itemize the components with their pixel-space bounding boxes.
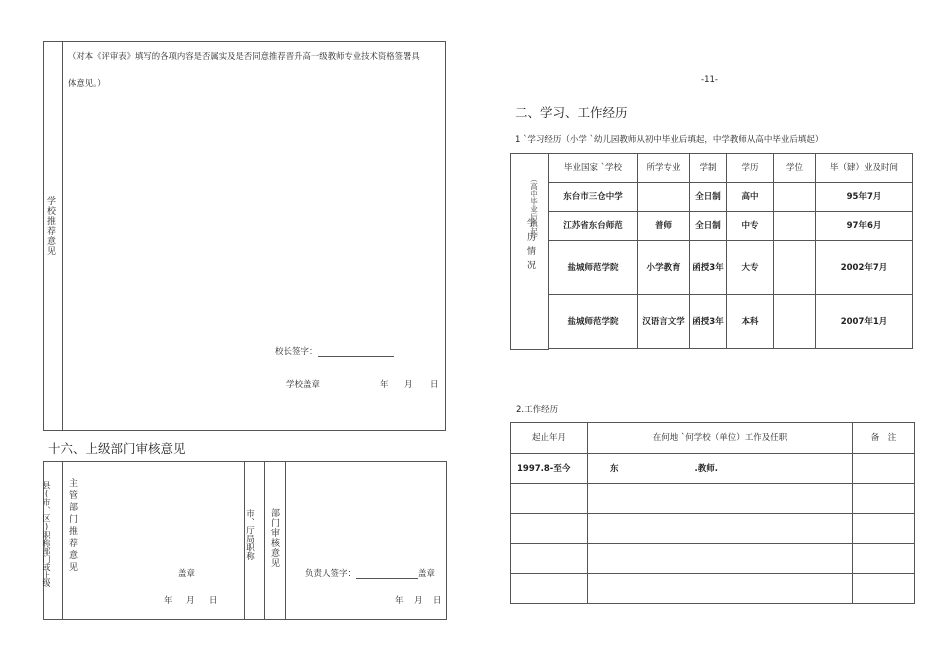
table-row: [511, 454, 915, 484]
supervisor-recommend-label: 主管部门推荐意见: [67, 478, 77, 574]
county-dept-label: 县(市、区)职称部门或上级: [42, 481, 51, 587]
study-cell-degree: [774, 295, 816, 349]
responsible-sign-label: 负责人签字：: [305, 569, 357, 579]
study-cell-system: 函授3年: [690, 295, 727, 349]
study-cell-education: 中专: [727, 212, 774, 241]
study-header-degree: 学位: [774, 154, 816, 183]
dept-right-date-day: 日: [433, 596, 442, 606]
school-date-year: 年: [380, 380, 389, 390]
work-cell-place: [588, 454, 853, 484]
dept-seal-label: 盖章: [178, 569, 196, 579]
study-header-education: 学历: [727, 154, 774, 183]
work-cell-remarks: [853, 454, 915, 484]
study-cell-major: [638, 183, 690, 212]
study-side-note: （高中毕业后填起）: [529, 175, 539, 243]
table-row: [549, 241, 913, 295]
school-date-day: 日: [430, 380, 439, 390]
section2-title: 二、学习、工作经历: [515, 105, 628, 120]
principal-sign-label: 校长签字：: [275, 347, 318, 357]
study-cell-graduation: 95年7月: [816, 183, 913, 212]
dept-review-label: 部门审核意见: [269, 508, 279, 568]
study-cell-major: 汉语言文学: [638, 295, 690, 349]
study-cell-system: 全日制: [690, 183, 727, 212]
work-place-text: 东: [610, 463, 619, 474]
school-instruction-line2: 体意见。）: [68, 78, 106, 88]
work-cell-remarks: [853, 544, 915, 574]
study-header-system: 学制: [690, 154, 727, 183]
study-side-label: 学历情况: [525, 218, 535, 274]
study-cell-education: 本科: [727, 295, 774, 349]
study-cell-graduation: 2007年1月: [816, 295, 913, 349]
study-header-graduation: 毕（肄）业及时间: [816, 154, 913, 183]
work-cell-period: [511, 484, 588, 514]
study-cell-school: 江苏省东台师范: [549, 212, 638, 241]
table-row: [549, 212, 913, 241]
school-box-divider: [62, 41, 63, 431]
study-history-title: 1 `学习经历（小学 `幼儿园教师从初中毕业后填起，中学教师从高中毕业后填起）: [515, 135, 824, 145]
dept-divider-1: [62, 461, 63, 620]
dept-divider-4: [285, 461, 286, 620]
work-header-remarks: 备 注: [853, 423, 915, 454]
study-cell-degree: [774, 212, 816, 241]
study-cell-school: 盐城师范学院: [549, 241, 638, 295]
table-row: [511, 574, 915, 604]
study-cell-degree: [774, 183, 816, 212]
school-instruction-line1: （对本《评审表》填写的各项内容是否属实及是否同意推荐晋升高一级教师专业技术资格签署具: [68, 51, 420, 61]
work-header-place: 在何地 `何学校（单位）工作及任职: [588, 423, 853, 454]
work-cell-place: [588, 544, 853, 574]
school-recommendation-box: [43, 41, 446, 431]
dept-right-date-month: 月: [414, 596, 423, 606]
work-cell-period: [511, 514, 588, 544]
work-header-row: [511, 423, 915, 454]
study-cell-major: 普师: [638, 212, 690, 241]
responsible-signature: [305, 567, 435, 579]
school-seal-label: 学校盖章: [286, 380, 321, 390]
study-header-school: 毕业国家 `学校: [549, 154, 638, 183]
study-cell-education: 大专: [727, 241, 774, 295]
work-position-text: .教师.: [694, 463, 718, 474]
study-header-row: [549, 154, 913, 183]
work-cell-period: 1997.8-至今: [511, 454, 588, 484]
dept-date-month: 月: [186, 596, 195, 606]
responsible-sign-field[interactable]: [356, 568, 418, 579]
study-cell-school: 东台市三仓中学: [549, 183, 638, 212]
school-recommendation-label: 学校推荐意见: [45, 196, 55, 256]
study-cell-system: 全日制: [690, 212, 727, 241]
study-header-major: 所学专业: [638, 154, 690, 183]
dept-right-date-year: 年: [395, 596, 404, 606]
table-row: [549, 183, 913, 212]
study-cell-school: 盐城师范学院: [549, 295, 638, 349]
table-row: [511, 484, 915, 514]
study-cell-education: 高中: [727, 183, 774, 212]
principal-signature: [275, 345, 394, 357]
school-date-month: 月: [404, 380, 413, 390]
city-title-label: 市、厅局职称: [244, 509, 255, 560]
study-history-table: [548, 153, 913, 349]
dept-date-year: 年: [164, 596, 173, 606]
page-number: -11-: [701, 75, 718, 85]
principal-sign-field[interactable]: [318, 346, 394, 357]
work-cell-period: [511, 574, 588, 604]
work-header-period: 起止年月: [511, 423, 588, 454]
study-cell-degree: [774, 241, 816, 295]
work-cell-remarks: [853, 514, 915, 544]
work-cell-place: [588, 574, 853, 604]
work-history-table: [510, 422, 915, 604]
work-cell-remarks: [853, 574, 915, 604]
work-cell-place: [588, 484, 853, 514]
work-cell-remarks: [853, 484, 915, 514]
table-row: [511, 514, 915, 544]
responsible-seal-label: 盖章: [418, 569, 436, 579]
study-cell-graduation: 2002年7月: [816, 241, 913, 295]
work-cell-place: [588, 514, 853, 544]
study-cell-graduation: 97年6月: [816, 212, 913, 241]
table-row: [511, 544, 915, 574]
study-cell-system: 函授3年: [690, 241, 727, 295]
section16-title: 十六、上级部门审核意见: [48, 441, 186, 456]
work-cell-period: [511, 544, 588, 574]
dept-divider-3: [264, 461, 265, 620]
table-row: [549, 295, 913, 349]
work-history-title: 2.工作经历: [516, 405, 559, 415]
study-cell-major: 小学教育: [638, 241, 690, 295]
dept-date-day: 日: [209, 596, 218, 606]
